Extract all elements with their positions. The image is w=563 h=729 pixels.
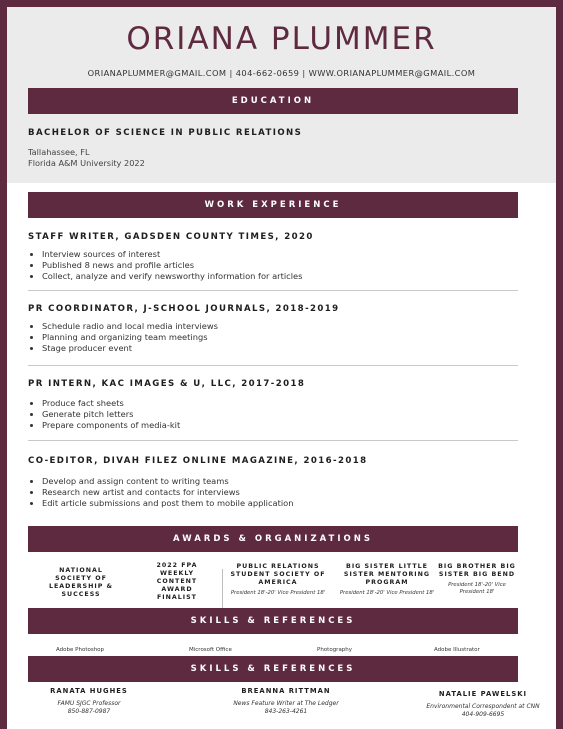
section-divider — [28, 365, 518, 366]
job-bullet: • Planning and organizing team meetings — [42, 332, 218, 343]
reference-name: BREANNA RITTMAN — [241, 687, 331, 695]
education-location: Tallahassee, FL — [28, 147, 90, 157]
job-bullet: • Schedule radio and local media interviews — [42, 321, 218, 332]
job-bullet: • Published 8 news and profile articles — [42, 260, 302, 271]
reference-item — [217, 687, 355, 716]
degree-title: BACHELOR OF SCIENCE IN PUBLIC RELATIONS — [28, 128, 303, 138]
section-divider — [28, 290, 518, 291]
resume-page — [7, 7, 556, 729]
section-divider — [28, 440, 518, 441]
references-heading: SKILLS & REFERENCES — [190, 664, 356, 674]
reference-name: NATALIE PAWELSKI — [438, 690, 528, 698]
skills-heading-bar — [28, 608, 518, 634]
skills-heading: SKILLS & REFERENCES — [190, 616, 356, 626]
award-item — [339, 563, 435, 597]
candidate-name: ORIANA PLUMMER — [126, 21, 437, 57]
reference-title: News Feature Writer at The Ledger — [233, 700, 339, 707]
education-heading: EDUCATION — [231, 96, 315, 106]
job-bullet: • Produce fact sheets — [42, 398, 180, 409]
work-heading-bar — [28, 192, 518, 218]
reference-phone: 843-263-4261 — [264, 708, 308, 715]
job-bullet: • Generate pitch letters — [42, 409, 180, 420]
job-bullet: • Stage producer event — [42, 343, 218, 354]
job-title: STAFF WRITER, GADSDEN COUNTY TIMES, 2020 — [28, 232, 314, 242]
job-title: CO-EDITOR, DIVAH FILEZ ONLINE MAGAZINE, 2016-2018 — [28, 456, 368, 466]
reference-title: FAMU SJGC Professor — [57, 700, 121, 707]
award-title: NATIONAL SOCIETY OF LEADERSHIP & SUCCESS — [48, 567, 113, 598]
reference-phone: 850-887-0987 — [67, 708, 111, 715]
award-dates: President 18'-20' Vice President 18' — [230, 590, 326, 596]
skill-item: Adobe Illustrator — [434, 647, 480, 653]
award-item — [230, 563, 326, 597]
reference-title: Environmental Correspondent at CNN — [426, 703, 540, 710]
education-school: Florida A&M University 2022 — [28, 158, 145, 168]
reference-item — [415, 690, 551, 719]
job-bullet: • Develop and assign content to writing teams — [42, 476, 294, 487]
award-item — [435, 563, 519, 596]
job-bullet: • Collect, analyze and verify newsworthy information for articles — [42, 271, 302, 282]
education-heading-bar — [28, 88, 518, 114]
job-title: PR INTERN, KAC IMAGES & U, LLC, 2017-2018 — [28, 379, 306, 389]
award-dates: President 18'-20' Vice President 18' — [448, 582, 506, 595]
award-item — [41, 567, 121, 599]
contact-line: ORIANAPLUMMER@GMAIL.COM | 404-662-0659 | WWW.ORIANAPLUMMER@GMAIL.COM — [87, 68, 476, 78]
job-bullets — [42, 249, 302, 282]
references-heading-bar — [28, 656, 518, 682]
skill-item: Microsoft Office — [189, 647, 232, 653]
job-bullets — [42, 476, 294, 509]
award-title: BIG SISTER LITTLE SISTER MENTORING PROGRAM — [343, 563, 431, 586]
job-title: PR COORDINATOR, J-SCHOOL JOURNALS, 2018-2019 — [28, 304, 340, 314]
work-heading: WORK EXPERIENCE — [204, 200, 342, 210]
job-bullets — [42, 398, 180, 431]
skill-item: Adobe Photoshop — [56, 647, 105, 653]
skill-item: Photography — [317, 647, 353, 653]
award-title: BIG BROTHER BIG SISTER BIG BEND — [438, 563, 516, 578]
job-bullet: • Edit article submissions and post them to mobile application — [42, 498, 294, 509]
reference-phone: 404-909-6695 — [461, 711, 505, 718]
award-title: PUBLIC RELATIONS STUDENT SOCIETY OF AMERICA — [230, 563, 326, 586]
job-bullet: • Interview sources of interest — [42, 249, 302, 260]
awards-heading-bar — [28, 526, 518, 552]
award-item — [145, 562, 209, 602]
award-title: 2022 FPA WEEKLY CONTENT AWARD FINALIST — [156, 562, 198, 601]
reference-item — [27, 687, 151, 716]
job-bullet: • Prepare components of media-kit — [42, 420, 180, 431]
award-dates: President 18'-20' Vice President 18' — [339, 590, 435, 596]
reference-name: RANATA HUGHES — [50, 687, 128, 695]
job-bullets — [42, 321, 218, 354]
job-bullet: • Research new artist and contacts for interviews — [42, 487, 294, 498]
awards-heading: AWARDS & ORGANIZATIONS — [173, 534, 373, 544]
